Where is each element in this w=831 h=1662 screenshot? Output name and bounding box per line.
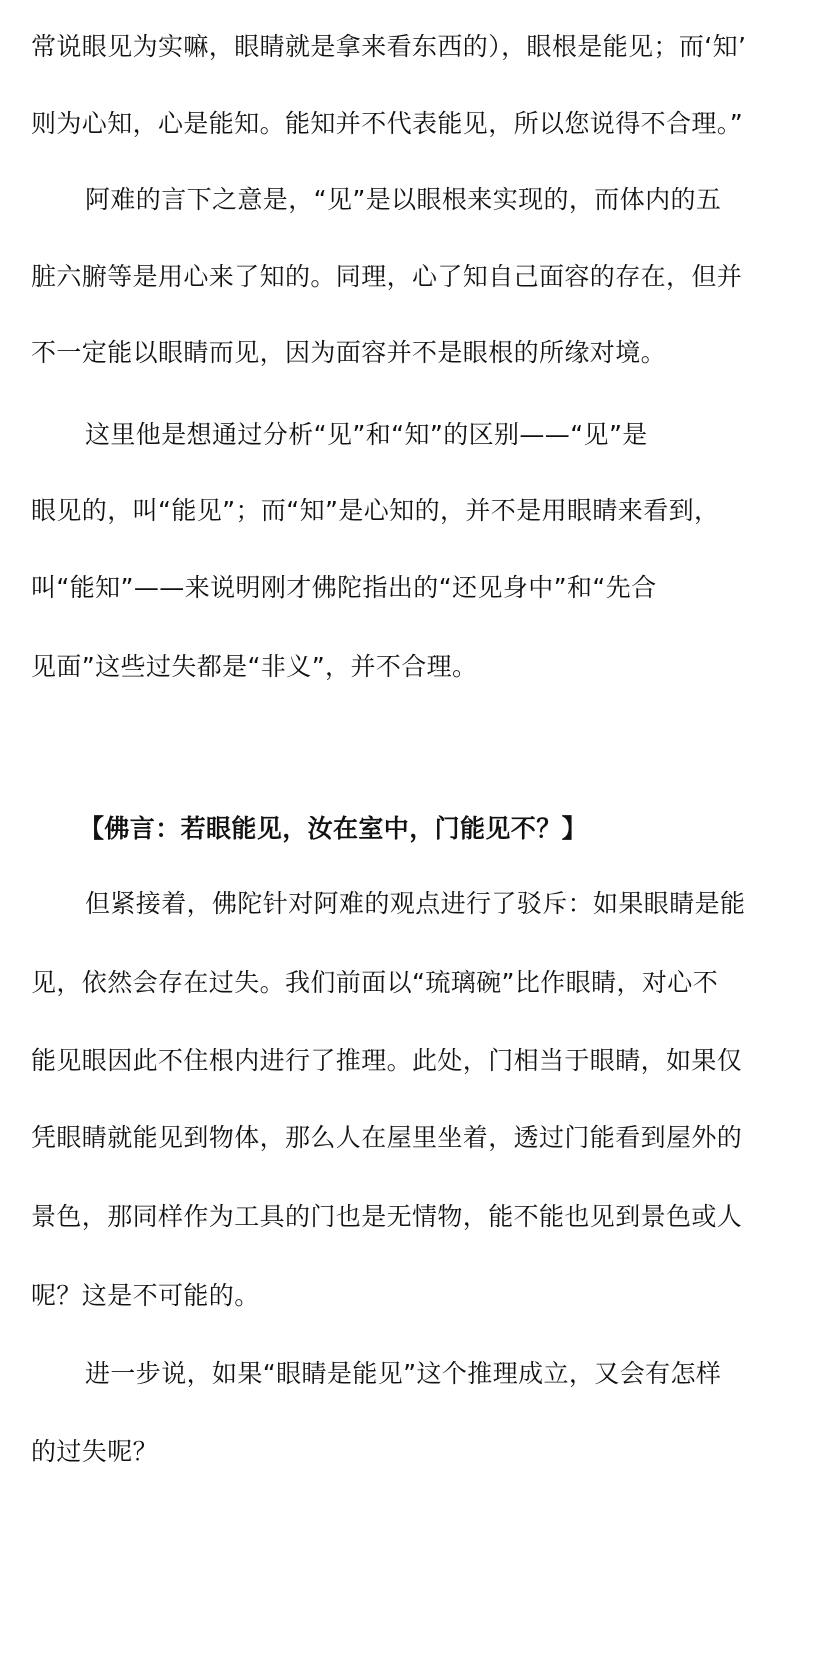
text-line: 脏六腑等是用心来了知的。同理，心了知自己面容的存在，但并 bbox=[31, 262, 743, 291]
text-line: 见面”这些过失都是“非义”，并不合理。 bbox=[31, 652, 478, 681]
text-line: 这里他是想通过分析“见”和“知”的区别——“见”是 bbox=[85, 420, 648, 449]
text-line: 的过失呢？ bbox=[31, 1437, 159, 1466]
text-line: 但紧接着，佛陀针对阿难的观点进行了驳斥：如果眼睛是能 bbox=[85, 889, 746, 918]
text-line: 进一步说，如果“眼睛是能见”这个推理成立，又会有怎样 bbox=[85, 1359, 722, 1388]
text-line: 呢？这是不可能的。 bbox=[31, 1281, 260, 1310]
text-line: 不一定能以眼睛而见，因为面容并不是眼根的所缘对境。 bbox=[31, 338, 667, 367]
text-line: 眼见的，叫“能见”；而“知”是心知的，并不是用眼睛来看到， bbox=[31, 496, 720, 525]
text-line: 阿难的言下之意是，“见”是以眼根来实现的，而体内的五 bbox=[85, 185, 722, 214]
text-line: 能见眼因此不住根内进行了推理。此处，门相当于眼睛，如果仅 bbox=[31, 1046, 743, 1075]
text-line: 则为心知，心是能知。能知并不代表能见，所以您说得不合理。” bbox=[31, 109, 744, 138]
text-line: 见，依然会存在过失。我们前面以“琉璃碗”比作眼睛，对心不 bbox=[31, 968, 719, 997]
text-line: 叫“能知”——来说明刚才佛陀指出的“还见身中”和“先合 bbox=[31, 573, 657, 602]
text-line: 景色，那同样作为工具的门也是无情物，能不能也见到景色或人 bbox=[31, 1202, 743, 1231]
text-line: 凭眼睛就能见到物体，那么人在屋里坐着，透过门能看到屋外的 bbox=[31, 1123, 743, 1152]
text-line: 常说眼见为实嘛，眼睛就是拿来看东西的），眼根是能见；而‘知’ bbox=[31, 32, 747, 61]
section-heading: 【佛言：若眼能见，汝在室中，门能见不？】 bbox=[79, 814, 588, 843]
